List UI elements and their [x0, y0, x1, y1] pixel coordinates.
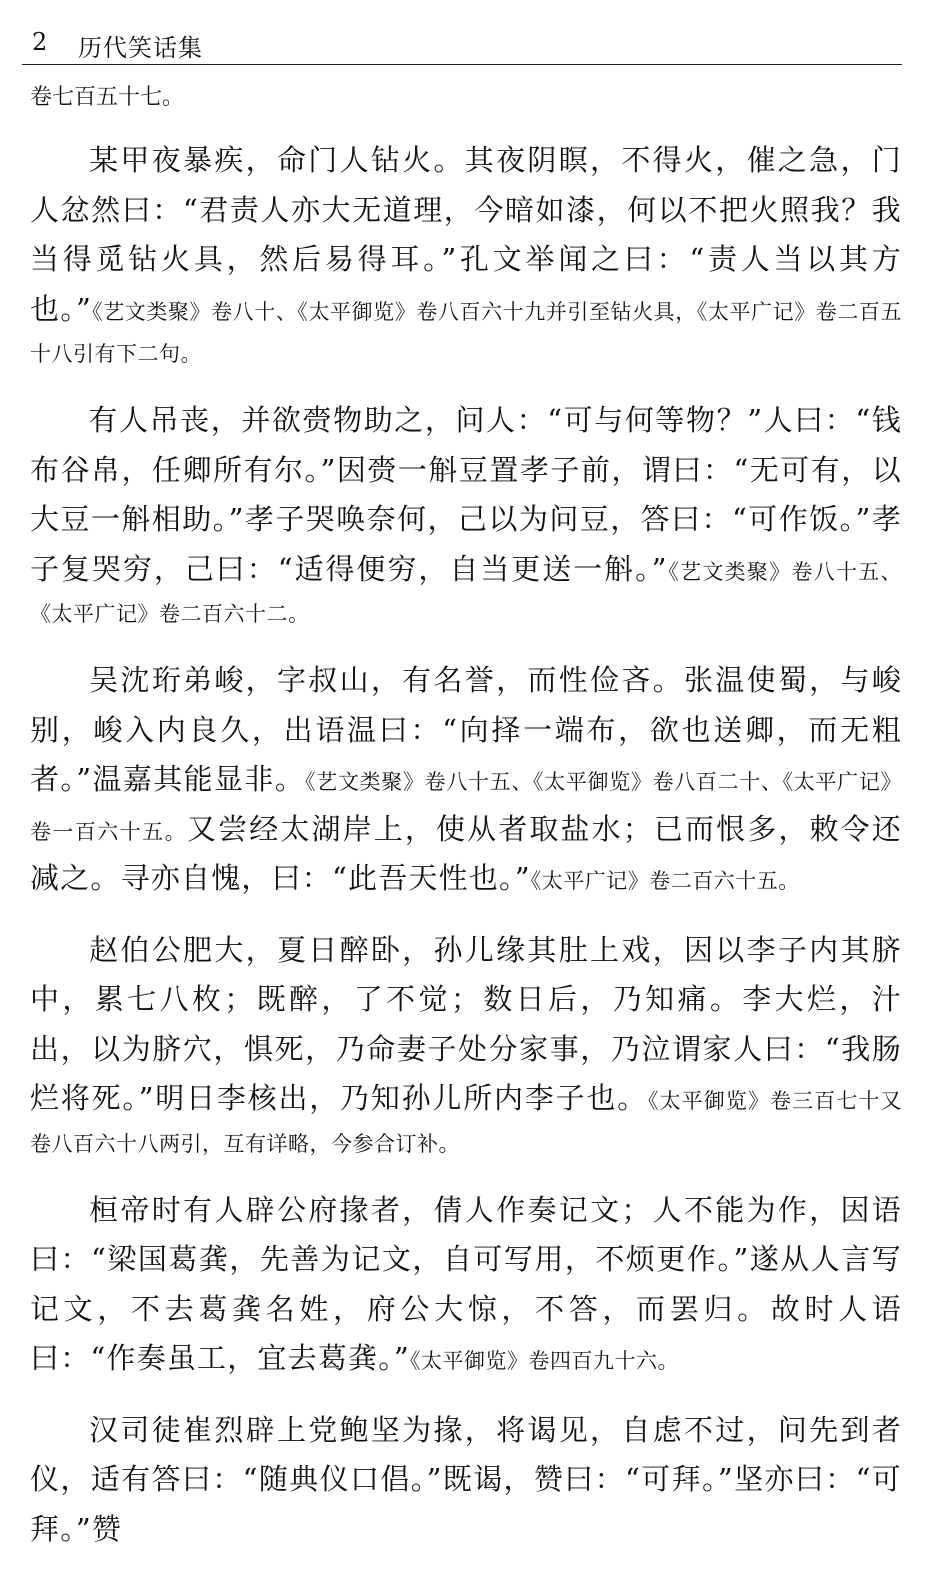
page-body — [30, 82, 902, 1576]
anecdote-text: 汉司徒崔烈辟上党鲍坚为掾，将谒见，自虑不过，问先到者仪，适有答曰：“随典仪口倡。”既谒，赞曰：“可拜。”坚亦曰：“可拜。”赞 — [30, 1412, 902, 1546]
anecdote-paragraph — [30, 396, 902, 634]
anecdote-text: 桓帝时有人辟公府掾者，倩人作奏记文；人不能为作，因语曰：“梁国葛龚，先善为记文，自可写用，不烦更作。”遂从人言写记文，不去葛龚名姓，府公大惊，不答，而罢归。故时人语曰：“作奏虽工，宜去葛龚。” — [30, 1192, 902, 1375]
anecdote-text: 吴沈珩弟峻，字叔山，有名誉，而性俭吝。张温使蜀，与峻别，峻入内良久，出语温曰：“向择一端布，欲也送卿，而无粗者。”温嘉其能显非。 — [30, 663, 902, 796]
source-note: 《太平御览》卷三百七十又卷八百六十八两引，互有详略，今参合订补。 — [30, 1089, 903, 1156]
source-note: 《太平御览》卷四百九十六。 — [409, 1349, 679, 1373]
anecdote-paragraph — [30, 656, 902, 904]
anecdote-text: 有人吊丧，并欲赍物助之，问人：“可与何等物？”人曰：“钱布谷帛，任卿所有尔。”因赍一斛豆置孝子前，谓曰：“无可有，以大豆一斛相助。”孝子哭唤奈何，己以为问豆，答曰：“可作饭。”孝子复哭穷，己曰：“适得便穷，自当更送一斛。” — [30, 403, 902, 586]
anecdote-paragraph — [30, 1406, 902, 1555]
anecdote-text: 赵伯公肥大，夏日醉卧，孙儿缘其肚上戏，因以李子内其脐中，累七八枚；既醉，了不觉；数日后，乃知痛。李大烂，汁出，以为脐穴，惧死，乃命妻子处分家事，乃泣谓家人曰：“我肠烂将死。”明日李核出，乃知孙儿所内李子也。 — [30, 932, 902, 1115]
page-header — [22, 28, 902, 65]
anecdote-text-continued: 又尝经太湖岸上，使从者取盐水；已而恨多，敕令还减之。寻亦自愧，曰：“此吾天性也。” — [30, 811, 903, 895]
anecdote-text: 某甲夜暴疾，命门人钻火。其夜阴瞑，不得火，催之急，门人忿然曰：“君责人亦大无道理，今暗如漆，何以不把火照我？我当得觅钻火具，然后易得耳。”孔文举闻之曰：“责人当以其方也。” — [30, 143, 902, 326]
source-note: 《艺文类聚》卷八十、《太平御览》卷八百六十九并引至钻火具，《太平广记》卷二百五十八引有下二句。 — [30, 299, 902, 366]
anecdote-paragraph — [30, 1186, 902, 1384]
source-note: 《太平广记》卷二百六十五。 — [530, 869, 800, 893]
anecdote-paragraph — [30, 926, 902, 1164]
continuation-text: 卷七百五十七。 — [30, 85, 185, 110]
source-note: 《艺文类聚》卷八十五、《太平御览》卷八百二十、《太平广记》卷一百六十五。 — [30, 770, 903, 844]
source-note: 《艺文类聚》卷八十五、《太平广记》卷二百六十二。 — [30, 559, 902, 626]
page-number: 2 — [32, 28, 48, 56]
anecdote-paragraph — [30, 136, 902, 374]
running-title: 历代笑话集 — [78, 34, 203, 62]
